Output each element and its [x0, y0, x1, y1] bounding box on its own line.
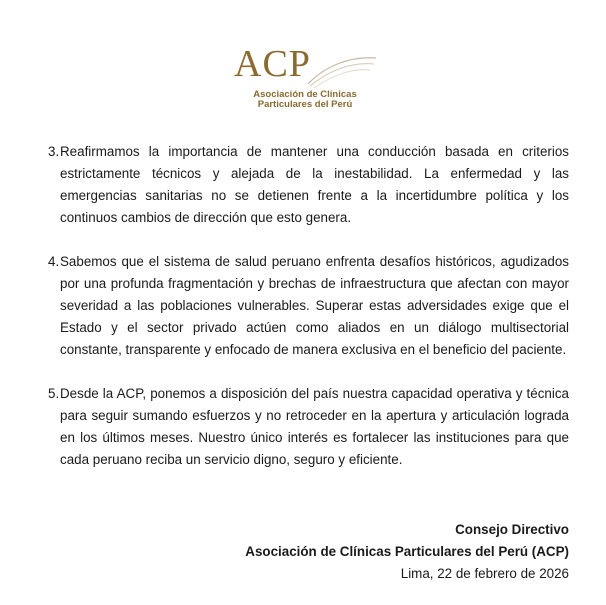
item-text: Sabemos que el sistema de salud peruano enfrenta desafíos históricos, agudizados por una profunda fragmentación y brechas de infraestructura que afectan con mayor severidad a las poblaciones vulnerables. Superar estas adversidades exige que el Estado y el sector privado actúen como aliados en un diálogo multisectorial constante, transparente y enfocado de manera exclusiva en el beneficio del paciente.: [60, 254, 569, 357]
item-text: Desde la ACP, ponemos a disposición del país nuestra capacidad operativa y técnica para seguir sumando esfuerzos y no retroceder en la apertura y articulación lograda en los últimos meses. Nuestro único interés es fortalecer las instituciones para que cada peruano reciba un servicio digno, seguro y eficiente.: [60, 386, 569, 467]
signature-council: Consejo Directivo: [455, 522, 569, 537]
statement-body: [48, 141, 569, 493]
signature-place-date: Lima, 22 de febrero de 2026: [400, 566, 569, 581]
list-item: [48, 383, 569, 471]
item-text: Reafirmamos la importancia de mantener una conducción basada en criterios estrictamente técnicos y alejada de la inestabilidad. La enfermedad y las emergencias sanitarias no se detienen frente a la incertidumbre política y los continuos cambios de dirección que esto genera.: [60, 144, 569, 225]
item-number: 3.: [48, 144, 60, 159]
logo-subtitle-line1: Asociación de Clínicas: [253, 89, 357, 100]
item-number: 5.: [48, 386, 60, 401]
list-item: [48, 141, 569, 229]
logo-subtitle-line2: Particulares del Perú: [257, 99, 353, 110]
item-number: 4.: [48, 254, 60, 269]
acp-logo: [230, 44, 380, 114]
signature-block: [245, 519, 569, 585]
signature-organization: Asociación de Clínicas Particulares del Perú (ACP): [245, 544, 569, 559]
list-item: [48, 251, 569, 361]
logo-acronym: ACP: [234, 43, 311, 85]
